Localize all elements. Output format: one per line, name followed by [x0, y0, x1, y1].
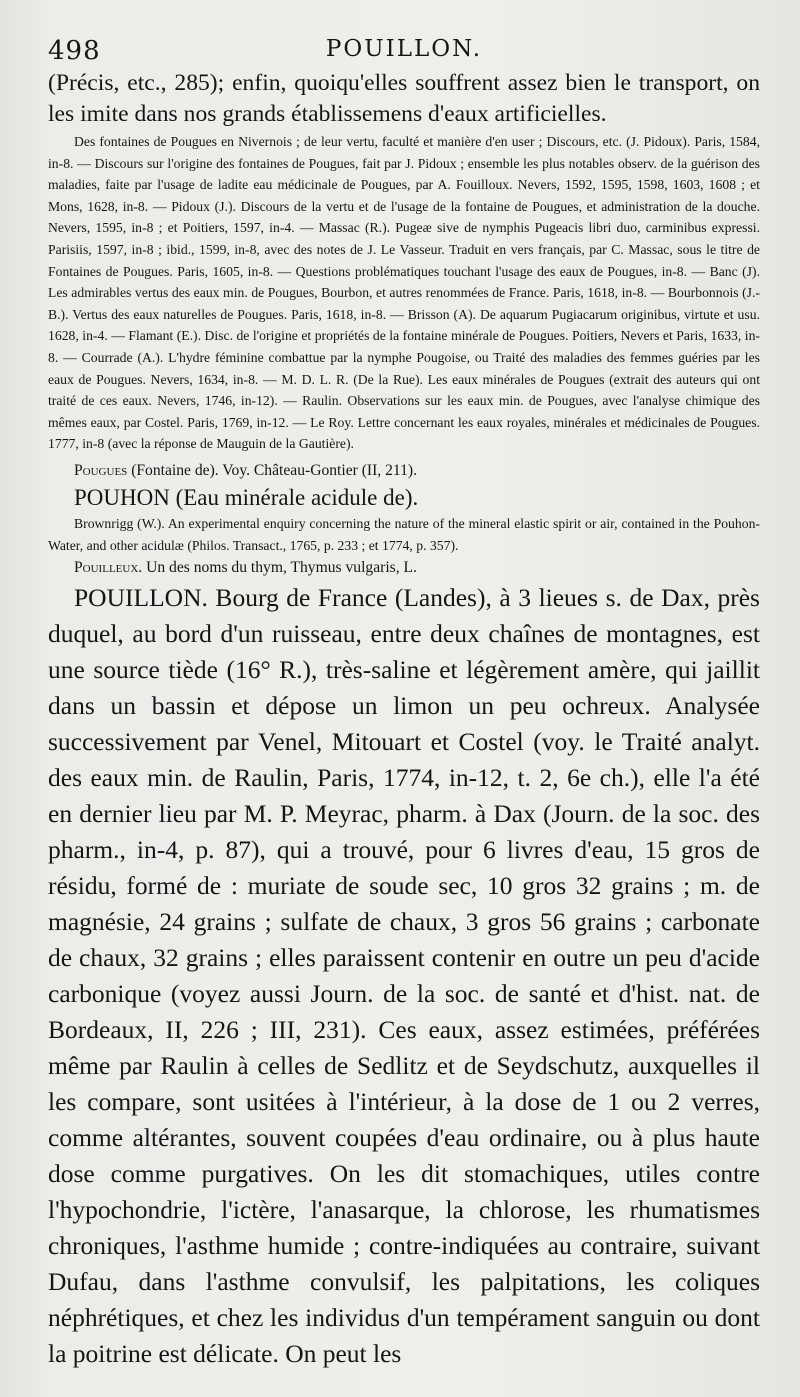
entry-pougues-text: (Fontaine de). Voy. Château-Gontier (II, 211). — [127, 461, 418, 479]
page-number: 498 — [48, 36, 101, 66]
main-entry-term: POUILLON. — [74, 583, 208, 613]
entry-pougues-term: Pougues — [74, 461, 128, 479]
entry-pouilleux-term: Pouilleux — [74, 559, 139, 577]
pouhon-reference: Brownrigg (W.). An experimental enquiry concerning the nature of the mineral elastic spirit or air, contained in the Pouhon-Water, and other acidulæ (Philos. Transact., 1765, p. 233 ; et 1774, p. 357). — [48, 515, 760, 553]
entry-pougues — [48, 459, 760, 483]
main-entry — [48, 580, 760, 1372]
intro-paragraph: (Précis, etc., 285); enfin, quoiqu'elles souffrent assez bien le transport, on les imite dans nos grands établissemens d'eaux artificielles. — [48, 70, 760, 127]
running-head: POUILLON. — [325, 36, 483, 62]
entry-pouilleux-text: . Un des noms du thym, Thymus vulgaris, L. — [138, 559, 417, 577]
main-entry-text: Bourg de France (Landes), à 3 lieues s. de Dax, près duquel, au bord d'un ruisseau, entre deux chaînes de montagnes, est une source tiède (16° R.), très-saline et légèrement amère, qui jaillit dans un bassin et dépose un limon un peu ochreux. Analysée successivement par Venel, Mitouart et Costel (voy. le Traité analyt. des eaux min. de Raulin, Paris, 1774, in-12, t. 2, 6e ch.), elle l'a été en dernier lieu par M. P. Meyrac, pharm. à Dax (Journ. de la soc. des pharm., in-4, p. 87), qui a trouvé, pour 6 livres d'eau, 15 gros de résidu, formé de : muriate de soude sec, 10 gros 32 grains ; m. de magnésie, 24 grains ; sulfate de chaux, 3 gros 56 grains ; carbonate de chaux, 32 grains ; elles paraissent contenir en outre un peu d'acide carbonique (voyez aussi Journ. de la soc. de santé et d'hist. nat. de Bordeaux, II, 226 ; III, 231). Ces eaux, assez estimées, préférées même par Raulin à celles de Sedlitz et de Seydschutz, auxquelles il les compare, sont usitées à l'intérieur, à la dose de 1 ou 2 verres, comme altérantes, souvent coupées d'eau ordinaire, ou à plus haute dose comme purgatives. On les dit stomachiques, utiles contre l'hypochondrie, l'ictère, l'anasarque, la chlorose, les rhumatismes chroniques, l'asthme humide ; contre-indiquées au contraire, suivant Dufau, dans l'asthme convulsif, les palpitations, les coliques néphrétiques, et chez les individus d'un tempérament sanguin ou dont la poitrine est délicate. On peut les — [48, 583, 760, 1369]
bibliography-paragraph: Des fontaines de Pougues en Nivernois ; de leur vertu, faculté et manière d'en user ; Discours, etc. (J. Pidoux). Paris, 1584, in-8. — Discours sur l'origine des fontaines de Pougues, fait par J. Pidoux ; ensemble les plus notables observ. de la guérison des maladies, faite par l'usage de ladite eau médicinale de Pougues, par A. Fouilloux. Nevers, 1592, 1595, 1598, 1603, 1608 ; et Mons, 1628, in-8. — Pidoux (J.). Discours de la vertu et de l'usage de la fontaine de Pougues, et administration de la douche. Nevers, 1595, in-8 ; et Poitiers, 1597, in-4. — Massac (R.). Pugeæ sive de nymphis Pugeacis libri duo, carminibus expressi. Parisiis, 1597, in-8 ; ibid., 1599, in-8, avec des notes de J. Le Vasseur. Traduit en vers français, par C. Massac, sous le titre de Fontaines de Pougues. Paris, 1605, in-8. — Questions problématiques touchant l'usage des eaux de Pougues, in-8. — Banc (J). Les admirables vertus des eaux min. de Pougues, Bourbon, et autres renommées de France. Paris, 1618, in-8. — Bourbonnois (J.-B.). Vertus des eaux naturelles de Pougues. Paris, 1618, in-8. — Brisson (A). De aquarum Pugiacarum originibus, virtute et usu. 1628, in-4. — Flamant (E.). Disc. de l'origine et propriétés de la fontaine minérale de Pougues. Poitiers, Nevers et Paris, 1633, in-8. — Courrade (A.). L'hydre féminine combattue par la nymphe Pougoise, ou Traité des maladies des femmes guéries par les eaux de Pougues. Nevers, 1634, in-8. — M. D. L. R. (De la Rue). Les eaux minérales de Pougues (extrait des auteurs qui ont traité de ces eaux. Nevers, 1746, in-12). — Raulin. Observations sur les eaux min. de Pougues, avec l'analyse chimique des mêmes eaux, par Costel. Paris, 1769, in-12. — Le Roy. Lettre concernant les eaux royales, minérales et médicinales de Pougues. 1777, in-8 (avec la réponse de Mauguin de la Gautière). — [48, 134, 760, 452]
entry-pouilleux — [48, 556, 760, 580]
pouhon-heading: POUHON (Eau minérale acidule de). — [74, 484, 419, 510]
page-header — [48, 34, 760, 68]
